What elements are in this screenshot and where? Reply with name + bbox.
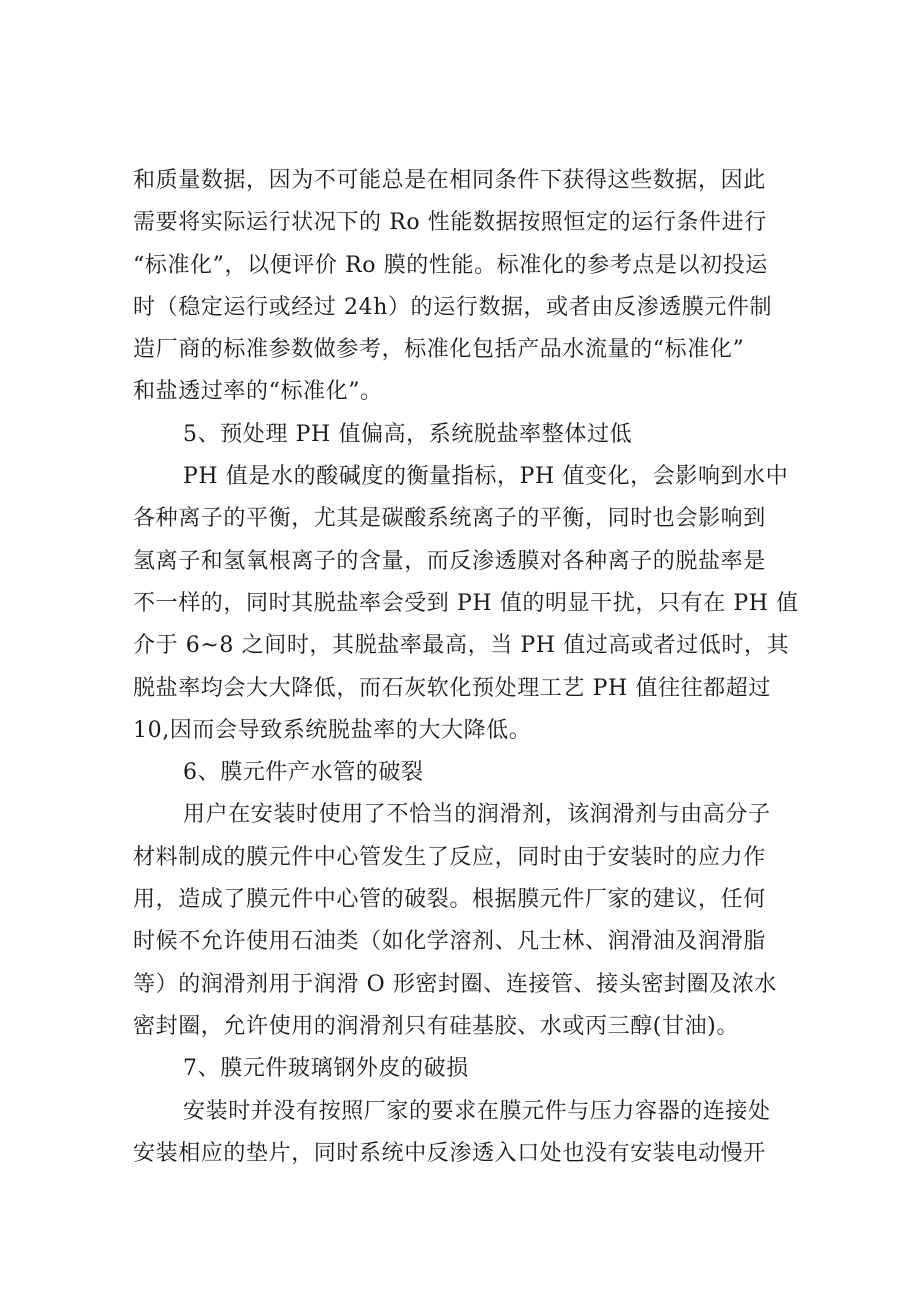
text-line: 介于 6~8 之间时，其脱盐率最高，当 PH 值过高或者过低时，其	[133, 633, 790, 659]
text-line: 等）的润滑剂用于润滑 O 形密封圈、连接管、接头密封圈及浓水	[133, 971, 778, 997]
text-line: 安装相应的垫片，同时系统中反渗透入口处也没有安装电动慢开	[133, 1140, 766, 1166]
text-line: 安装时并没有按照厂家的要求在膜元件与压力容器的连接处	[183, 1098, 771, 1124]
text-line: 时（稳定运行或经过 24h）的运行数据，或者由反渗透膜元件制	[133, 294, 773, 320]
text-line: 和盐透过率的“标准化”。	[133, 379, 383, 405]
text-line: 不一样的，同时其脱盐率会受到 PH 值的明显干扰，只有在 PH 值	[133, 590, 799, 616]
text-line: 氢离子和氢氧根离子的含量，而反渗透膜对各种离子的脱盐率是	[133, 548, 766, 574]
text-line: 密封圈，允许使用的润滑剂只有硅基胶、水或丙三醇(甘油)。	[133, 1013, 739, 1039]
text-line: 5、预处理 PH 值偏高，系统脱盐率整体过低	[183, 421, 633, 447]
text-line: 6、膜元件产水管的破裂	[183, 760, 424, 786]
text-line: 用户在安装时使用了不恰当的润滑剂，该润滑剂与由高分子	[183, 802, 771, 828]
text-line: “标准化”，以便评价 Ro 膜的性能。标准化的参考点是以初投运	[133, 252, 768, 278]
body-text	[133, 160, 799, 1175]
text-line: 用，造成了膜元件中心管的破裂。根据膜元件厂家的建议，任何	[133, 887, 766, 913]
text-line: 材料制成的膜元件中心管发生了反应，同时由于安装时的应力作	[133, 844, 766, 870]
text-line: 造厂商的标准参数做参考，标准化包括产品水流量的“标准化”	[133, 337, 745, 363]
text-line: 7、膜元件玻璃钢外皮的破损	[183, 1056, 469, 1082]
text-line: PH 值是水的酸碱度的衡量指标，PH 值变化，会影响到水中	[183, 464, 789, 490]
text-line: 各种离子的平衡，尤其是碳酸系统离子的平衡，同时也会影响到	[133, 506, 766, 532]
text-line: 和质量数据，因为不可能总是在相同条件下获得这些数据，因此	[133, 168, 766, 193]
text-line: 10,因而会导致系统脱盐率的大大降低。	[133, 717, 532, 743]
text-line: 时候不允许使用石油类（如化学溶剂、凡士林、润滑油及润滑脂	[133, 929, 766, 955]
text-line: 脱盐率均会大大降低，而石灰软化预处理工艺 PH 值往往都超过	[133, 675, 771, 701]
text-line: 需要将实际运行状况下的 Ro 性能数据按照恒定的运行条件进行	[133, 210, 767, 236]
